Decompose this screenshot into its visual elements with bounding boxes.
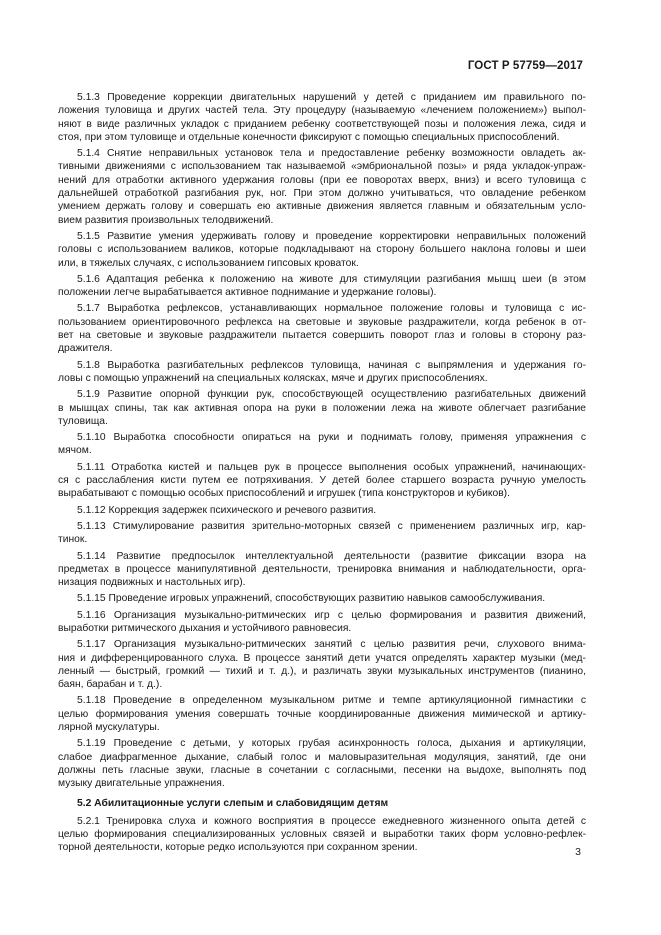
paragraph-line: должны петь гласные звуки, гласные в сочетании с согласными, песенки на выдохе, выполнять под <box>58 764 586 776</box>
paragraph-line: пользованием ориентировочного рефлекса на световые и звуковые раздражители, когда ребенок в от- <box>58 316 586 328</box>
paragraph <box>58 737 586 790</box>
paragraph <box>58 359 586 386</box>
paragraph <box>58 431 586 458</box>
paragraph <box>58 273 586 300</box>
paragraph-line: ния и дифференцированного слуха. В процессе занятий дети учатся определять характер музыки (мед- <box>58 652 586 664</box>
paragraph <box>58 520 586 547</box>
paragraph-line: 5.1.19 Проведение с детьми, у которых грубая асинхронность голоса, дыхания и артикуляции, <box>77 738 586 750</box>
paragraph-line: 5.1.15 Проведение игровых упражнений, способствующих развитию навыков самообслуживания. <box>77 593 546 605</box>
paragraph-line: ложения туловища и других частей тела. Эту процедуру (называемую «лечением положением») выпол- <box>58 105 586 117</box>
paragraph-line: 5.1.8 Выработка разгибательных рефлексов туловища, начиная с выпрямления и удержания го- <box>77 359 586 371</box>
paragraph-line: слабое диафрагменное дыхание, слабый голос и маловыразительная модуляция, занятий, где они <box>58 751 586 763</box>
document-header-gost: ГОСТ Р 57759—2017 <box>467 60 583 72</box>
paragraph-line: музыку двигательные упражнения. <box>58 778 225 790</box>
document-body <box>58 91 586 855</box>
paragraph-line: 5.1.5 Развитие умения удерживать голову и проведение корректировки неправильных положений <box>77 230 586 242</box>
paragraph-line: 5.1.14 Развитие предпосылок интеллектуальной деятельности (развитие фиксации взора на <box>77 550 586 562</box>
paragraph-line: головы с использованием валиков, которые подкладывают на сторону большего наклона головы и шеи <box>58 244 586 256</box>
paragraph-line: в мышцах спины, так как активная опора на руки в положении лежа на животе облегчает разгибание <box>58 402 586 414</box>
paragraph-line: лярной мускулатуры. <box>58 722 160 734</box>
page-number: 3 <box>575 846 581 858</box>
paragraph-line: 5.1.18 Проведение в определенном музыкальном ритме и темпе артикуляционной гимнастики с <box>77 695 586 707</box>
paragraph-line: 5.1.12 Коррекция задержек психического и речевого развития. <box>77 504 377 516</box>
paragraph <box>58 230 586 270</box>
paragraph-line: или, в тяжелых случаях, с использованием гипсовых кроваток. <box>58 257 359 269</box>
paragraph-line: 5.1.6 Адаптация ребенка к положению на животе для стимуляции разгибания мышц шеи (в этом <box>77 273 586 285</box>
paragraph-line: 5.2.1 Тренировка слуха и кожного восприятия в процессе ежедневного жизненного опыта детей с <box>77 815 586 827</box>
paragraph <box>58 91 586 144</box>
paragraph <box>58 694 586 734</box>
paragraph-line: 5.1.4 Снятие неправильных установок тела и предоставление ребенку возможности овладеть ак- <box>77 148 586 160</box>
paragraph-line: 5.1.17 Организация музыкально-ритмических занятий с целью развития речи, слухового внима- <box>77 639 586 651</box>
paragraph-line: вырабатывают с помощью особых приспособлений и игрушек (типа конструкторов и кубиков). <box>58 488 510 500</box>
paragraph <box>58 461 586 501</box>
paragraph-line: тинок. <box>58 534 88 546</box>
paragraph <box>58 504 586 517</box>
paragraph-line: 5.1.9 Развитие опорной функции рук, способствующей осуществлению разгибательных движений <box>77 389 586 401</box>
paragraph-line: 5.1.10 Выработка способности опираться на руки и поднимать голову, применяя упражнения с <box>77 432 586 444</box>
paragraph <box>58 592 586 605</box>
paragraph-line: целью формирования специализированных условных связей и выработки таких форм условно-рефлек- <box>58 829 586 841</box>
paragraph-line: предметах в процессе манипулятивной деятельности, тренировка внимания и наблюдательности, орга- <box>58 563 586 575</box>
paragraph-line: баян, барабан и т. д.). <box>58 679 163 691</box>
paragraph-line: целью формирования умения совершать точные координированные движения мимической и артику- <box>58 708 586 720</box>
paragraph <box>58 815 586 855</box>
paragraph-line: ловы с помощью упражнений на специальных колясках, мяче и других приспособлениях. <box>58 372 488 384</box>
section-heading-5-2: 5.2 Абилитационные услуги слепым и слабовидящим детям <box>77 797 389 809</box>
paragraph-line: 5.1.13 Стимулирование развития зрительно-моторных связей с применением различных игр, кар- <box>77 520 586 532</box>
paragraph-line: ся с расслабления кисти путем ее потряхивания. У детей более старшего возраста ручную умелость <box>58 475 586 487</box>
paragraph <box>58 550 586 590</box>
paragraph-line: низация подвижных и настольных игр). <box>58 577 246 589</box>
paragraph-line: выработки ритмического дыхания и устойчивого равновесия. <box>58 622 352 634</box>
paragraph-line: 5.1.7 Выработка рефлексов, устанавливающих нормальное положение головы и туловища с ис- <box>77 303 586 315</box>
paragraph-line: умением держать голову и совершать ею активные движения является главным и обязательным усло- <box>58 201 586 213</box>
paragraph-line: нений для отработки активного удержания головы (при ее поворотах вверх, вниз) и всего туловища с <box>58 174 586 186</box>
paragraph-line: положении легче вырабатывается активное поднимание и удержание головы). <box>58 287 437 299</box>
paragraph-line: вет на световые и звуковые раздражители пытается совершить поворот глаз и головы в сторону раз- <box>58 330 586 342</box>
paragraph-line: 5.1.16 Организация музыкально-ритмических игр с целью формирования и развития движений, <box>77 609 586 621</box>
paragraph-line: ленный — быстрый, громкий — тихий и т. д.), и различать звуки музыкальных инструментов (пианино, <box>58 665 586 677</box>
paragraph-line: туловища. <box>58 415 108 427</box>
paragraph-line: няют в виде различных укладок с приданием ребенку соответствующей позы и положения лежа, сидя и <box>58 118 586 130</box>
paragraph-line: 5.1.11 Отработка кистей и пальцев рук в процессе выполнения особых упражнений, начинающих- <box>77 461 586 473</box>
paragraph-line: мячом. <box>58 445 92 457</box>
paragraph <box>58 302 586 355</box>
paragraph-line: 5.1.3 Проведение коррекции двигательных нарушений у детей с приданием им правильного по- <box>77 92 586 103</box>
paragraph-line: стоя, при этом туловище и отдельные конечности фиксируют с помощью специальных приспособлений. <box>58 131 560 143</box>
paragraph <box>58 147 586 227</box>
paragraph <box>58 609 586 636</box>
paragraph-line: дражителя. <box>58 343 113 355</box>
section-5-1-paragraphs <box>58 91 586 791</box>
paragraph-line: дальнейшей отработкой разгибания рук, ног. При этом должно учитываться, что овладение ребенком <box>58 188 586 200</box>
paragraph-line: вием развития произвольных телодвижений. <box>58 214 274 226</box>
paragraph <box>58 638 586 691</box>
paragraph <box>58 388 586 428</box>
paragraph-line: тивными движениями с использованием так называемой «эмбриональной позы» и ряда укладок-упраж- <box>58 161 586 173</box>
paragraph-line: торной деятельности, которые редко используются при сохранном зрении. <box>58 842 418 854</box>
section-5-2-paragraphs <box>58 815 586 855</box>
